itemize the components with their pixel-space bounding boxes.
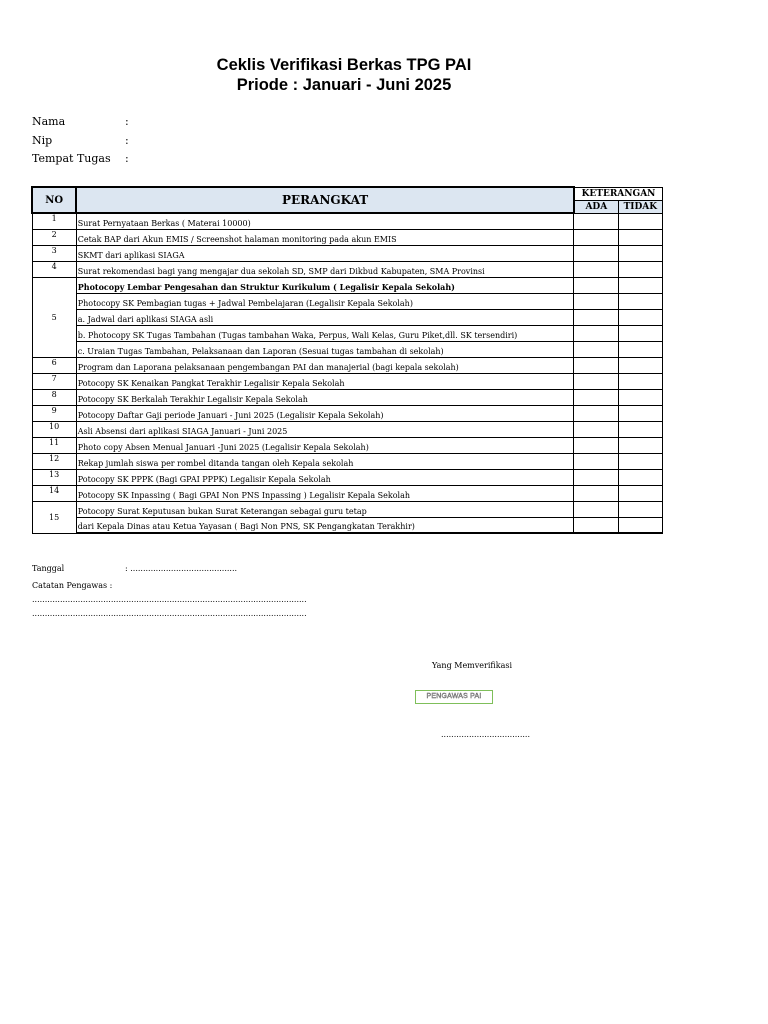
title-line-1: Ceklis Verifikasi Berkas TPG PAI <box>216 56 472 74</box>
table-row <box>32 405 663 421</box>
ada-checkbox-cell[interactable] <box>574 453 618 469</box>
tidak-checkbox-cell[interactable] <box>618 213 662 229</box>
ada-checkbox-cell[interactable] <box>574 373 618 389</box>
row-number: 14 <box>32 485 76 501</box>
ada-checkbox-cell[interactable] <box>574 325 618 341</box>
ada-checkbox-cell[interactable] <box>574 245 618 261</box>
ada-checkbox-cell[interactable] <box>574 469 618 485</box>
header-perangkat: PERANGKAT <box>76 187 574 213</box>
signature-line: ................................... <box>441 730 531 739</box>
tidak-checkbox-cell[interactable] <box>618 341 662 357</box>
tidak-checkbox-cell[interactable] <box>618 389 662 405</box>
catatan-line-1: ............................................................................................................ <box>32 595 307 604</box>
field-colon: : <box>125 152 129 165</box>
ada-checkbox-cell[interactable] <box>574 277 618 293</box>
row-number: 5 <box>32 277 76 357</box>
tidak-checkbox-cell[interactable] <box>618 437 662 453</box>
field-colon: : <box>125 134 129 147</box>
table-row <box>32 229 663 245</box>
tidak-checkbox-cell[interactable] <box>618 373 662 389</box>
row-text: b. Photocopy SK Tugas Tambahan (Tugas tambahan Waka, Perpus, Wali Kelas, Guru Piket,dll. SK tersendiri) <box>76 325 574 341</box>
row-number: 3 <box>32 245 76 261</box>
field-label: Nama <box>32 115 66 128</box>
field-label: Nip <box>32 134 53 147</box>
table-row <box>32 501 663 517</box>
tanggal-value: : .......................................... <box>125 564 238 573</box>
row-text: Photo copy Absen Menual Januari -Juni 2025 (Legalisir Kepala Sekolah) <box>76 437 574 453</box>
ada-checkbox-cell[interactable] <box>574 261 618 277</box>
ada-checkbox-cell[interactable] <box>574 501 618 517</box>
table-row <box>32 373 663 389</box>
tidak-checkbox-cell[interactable] <box>618 501 662 517</box>
checklist-table <box>31 186 663 534</box>
field-colon: : <box>125 115 129 128</box>
ada-checkbox-cell[interactable] <box>574 437 618 453</box>
row-number: 8 <box>32 389 76 405</box>
table-row <box>32 469 663 485</box>
tidak-checkbox-cell[interactable] <box>618 293 662 309</box>
table-row <box>32 261 663 277</box>
tidak-checkbox-cell[interactable] <box>618 277 662 293</box>
row-text: SKMT dari aplikasi SIAGA <box>76 245 574 261</box>
header-keterangan: KETERANGAN <box>574 187 663 200</box>
row-number: 4 <box>32 261 76 277</box>
row-number: 1 <box>32 213 76 229</box>
ada-checkbox-cell[interactable] <box>574 389 618 405</box>
title-line-2: Priode : Januari - Juni 2025 <box>236 76 452 94</box>
row-number: 11 <box>32 437 76 453</box>
table-row <box>32 293 663 309</box>
tidak-checkbox-cell[interactable] <box>618 309 662 325</box>
row-text: Potocopy SK Berkalah Terakhir Legalisir Kepala Sekolah <box>76 389 574 405</box>
tidak-checkbox-cell[interactable] <box>618 405 662 421</box>
field-label: Tempat Tugas <box>32 152 111 165</box>
table-row <box>32 325 663 341</box>
ada-checkbox-cell[interactable] <box>574 421 618 437</box>
row-text: Photocopy Lembar Pengesahan dan Struktur Kurikulum ( Legalisir Kepala Sekolah) <box>76 277 574 293</box>
tidak-checkbox-cell[interactable] <box>618 325 662 341</box>
tidak-checkbox-cell[interactable] <box>618 421 662 437</box>
row-text: Potocopy SK Inpassing ( Bagi GPAI Non PNS Inpassing ) Legalisir Kepala Sekolah <box>76 485 574 501</box>
row-number: 7 <box>32 373 76 389</box>
ada-checkbox-cell[interactable] <box>574 213 618 229</box>
verifier-label: Yang Memverifikasi <box>432 661 513 670</box>
row-text: Photocopy SK Pembagian tugas + Jadwal Pembelajaran (Legalisir Kepala Sekolah) <box>76 293 574 309</box>
row-text: Rekap jumlah siswa per rombel ditanda tangan oleh Kepala sekolah <box>76 453 574 469</box>
table-row <box>32 341 663 357</box>
row-text: Potocopy SK PPPK (Bagi GPAI PPPK) Legalisir Kepala Sekolah <box>76 469 574 485</box>
row-text: c. Uraian Tugas Tambahan, Pelaksanaan dan Laporan (Sesuai tugas tambahan di sekolah) <box>76 341 574 357</box>
pengawas-pai-stamp: PENGAWAS PAI <box>415 690 493 704</box>
ada-checkbox-cell[interactable] <box>574 309 618 325</box>
row-text: Asli Absensi dari aplikasi SIAGA Januari - Juni 2025 <box>76 421 574 437</box>
field-nip <box>32 134 129 147</box>
row-number: 13 <box>32 469 76 485</box>
field-nama <box>32 115 129 128</box>
ada-checkbox-cell[interactable] <box>574 293 618 309</box>
row-number: 12 <box>32 453 76 469</box>
tidak-checkbox-cell[interactable] <box>618 245 662 261</box>
row-number: 2 <box>32 229 76 245</box>
tanggal-label: Tanggal <box>32 564 65 573</box>
row-number: 10 <box>32 421 76 437</box>
table-row <box>32 421 663 437</box>
ada-checkbox-cell[interactable] <box>574 341 618 357</box>
ada-checkbox-cell[interactable] <box>574 357 618 373</box>
table-row <box>32 453 663 469</box>
row-text: dari Kepala Dinas atau Ketua Yayasan ( Bagi Non PNS, SK Pengangkatan Terakhir) <box>76 517 574 533</box>
row-text: a. Jadwal dari aplikasi SIAGA asli <box>76 309 574 325</box>
row-text: Potocopy Surat Keputusan bukan Surat Keterangan sebagai guru tetap <box>76 501 574 517</box>
row-text: Surat rekomendasi bagi yang mengajar dua sekolah SD, SMP dari Dikbud Kabupaten, SMA Provinsi <box>76 261 574 277</box>
catatan-line-2: ............................................................................................................ <box>32 609 307 618</box>
table-row <box>32 357 663 373</box>
tidak-checkbox-cell[interactable] <box>618 485 662 501</box>
table-row <box>32 277 663 293</box>
row-text: Surat Pernyataan Berkas ( Materai 10000) <box>76 213 574 229</box>
tidak-checkbox-cell[interactable] <box>618 357 662 373</box>
table-row <box>32 517 663 533</box>
table-row <box>32 245 663 261</box>
row-number: 9 <box>32 405 76 421</box>
row-text: Program dan Laporana pelaksanaan pengembangan PAI dan manajerial (bagi kepala sekolah) <box>76 357 574 373</box>
tidak-checkbox-cell[interactable] <box>618 229 662 245</box>
row-text: Potocopy Daftar Gaji periode Januari - Juni 2025 (Legalisir Kepala Sekolah) <box>76 405 574 421</box>
ada-checkbox-cell[interactable] <box>574 517 618 533</box>
row-number: 15 <box>32 501 76 533</box>
row-text: Cetak BAP dari Akun EMIS / Screenshot halaman monitoring pada akun EMIS <box>76 229 574 245</box>
tidak-checkbox-cell[interactable] <box>618 453 662 469</box>
row-text: Potocopy SK Kenaikan Pangkat Terakhir Legalisir Kepala Sekolah <box>76 373 574 389</box>
table-row <box>32 213 663 229</box>
table-row <box>32 485 663 501</box>
table-row <box>32 309 663 325</box>
ada-checkbox-cell[interactable] <box>574 405 618 421</box>
table-row <box>32 437 663 453</box>
catatan-pengawas-label: Catatan Pengawas : <box>32 581 113 590</box>
table-row <box>32 389 663 405</box>
tidak-checkbox-cell[interactable] <box>618 261 662 277</box>
tidak-checkbox-cell[interactable] <box>618 469 662 485</box>
row-number: 6 <box>32 357 76 373</box>
header-no: NO <box>32 187 76 213</box>
tidak-checkbox-cell[interactable] <box>618 517 662 533</box>
header-tidak: TIDAK <box>618 200 662 213</box>
ada-checkbox-cell[interactable] <box>574 229 618 245</box>
field-tempat-tugas <box>32 152 129 165</box>
header-ada: ADA <box>574 200 618 213</box>
ada-checkbox-cell[interactable] <box>574 485 618 501</box>
